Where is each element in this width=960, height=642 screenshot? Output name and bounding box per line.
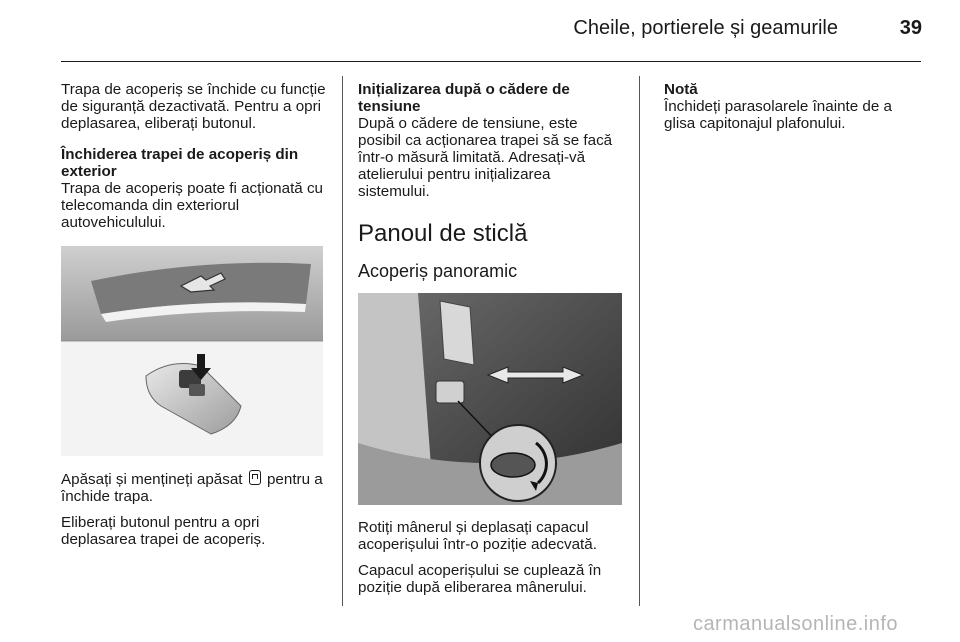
column-3 (664, 81, 924, 141)
page-number: 39 (899, 17, 922, 39)
note-text: Închideți parasolarele înainte de a glisa capitonajul plafonului. (664, 98, 892, 132)
sun-visor (440, 301, 474, 365)
key-button (189, 384, 205, 396)
paragraph: Rotiți mânerul și deplasați capacul acoperișului într-o poziție adecvată. (358, 519, 597, 553)
subsection-title: Acoperiș panoramic (358, 261, 518, 281)
section-title: Panoul de sticlă (358, 220, 528, 247)
paragraph: Eliberați butonul pentru a opri deplasarea trapei de acoperiș. (61, 514, 266, 548)
illustration-roof-and-key (61, 246, 323, 456)
paragraph: Capacul acoperișului se cuplează în poziție după eliberarea mânerului. (358, 562, 602, 596)
paragraph-with-icon (61, 470, 329, 505)
illustration-panoramic-roof (358, 293, 622, 505)
header-title: Cheile, portierele și geamurile (573, 17, 838, 39)
section-heading: Închiderea trapei de acoperiș din exterior (61, 146, 299, 180)
figure-panoramic-roof (358, 293, 624, 505)
column-1 (61, 81, 329, 557)
handle (436, 381, 464, 403)
paragraph: Trapa de acoperiș poate fi acționată cu telecomanda din exteriorul autovehiculului. (61, 180, 324, 231)
column-2 (358, 81, 624, 605)
note-heading: Notă (664, 81, 698, 98)
column-divider-2 (639, 76, 640, 606)
paragraph: După o cădere de tensiune, este posibil ca acționarea trapei să se facă într-o măsură limitată. Adresați-vă atelierului pentru inițializarea sistemului. (358, 115, 613, 200)
lock-button-icon (249, 470, 261, 485)
column-divider-1 (342, 76, 343, 606)
section-heading: Inițializarea după o cădere de tensiune (358, 81, 570, 115)
figure-roof-remote (61, 246, 329, 456)
header-rule (61, 61, 921, 62)
paragraph: Trapa de acoperiș se închide cu funcție de siguranță dezactivată. Pentru a opri deplasarea, eliberați butonul. (61, 81, 326, 132)
handle-detail (491, 453, 535, 477)
paragraph-text: pentru a închide trapa. (61, 471, 323, 505)
paragraph-text: Apăsați și mențineți apăsat (61, 471, 243, 488)
watermark: carmanualsonline.info (692, 613, 898, 635)
